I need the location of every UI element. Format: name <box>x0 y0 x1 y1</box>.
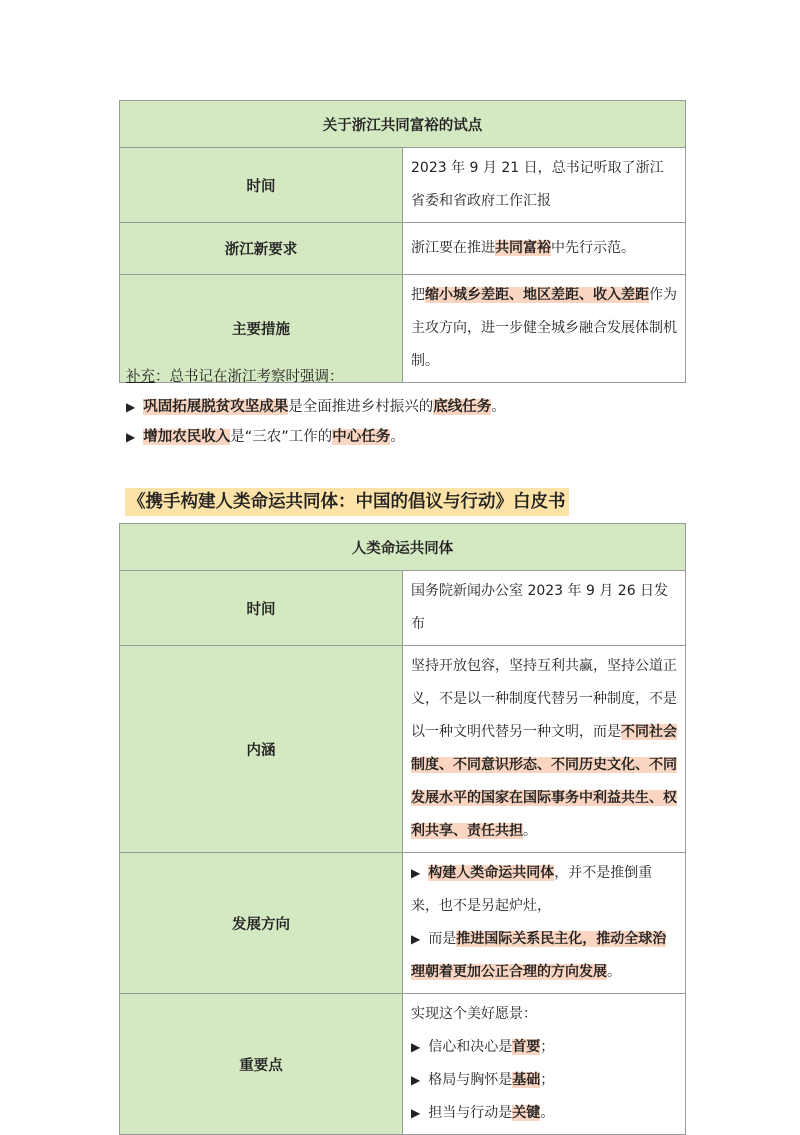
row-content-new-requirement <box>403 223 686 275</box>
text-segment: 。 <box>540 1105 555 1121</box>
supplement-item <box>126 422 506 452</box>
highlight-text: 增加农民收入 <box>143 429 231 445</box>
direction-item <box>411 857 677 923</box>
key-point-item <box>411 1064 677 1097</box>
key-point-item <box>411 1097 677 1130</box>
row-content-connotation <box>403 646 686 853</box>
key-points-intro: 实现这个美好愿景： <box>411 1006 537 1022</box>
text-segment: ； <box>540 1072 555 1088</box>
row-label-main-measures: 主要措施 <box>120 275 403 383</box>
highlight-text: 巩固拓展脱贫攻坚成果 <box>143 399 289 415</box>
text-segment: 作为主攻方向，进一步健全城乡融合发展体制机制。 <box>411 287 677 369</box>
pilot-table <box>119 100 686 383</box>
bullet-arrow-icon: ▶ <box>126 400 136 414</box>
text-segment: 。 <box>491 399 506 415</box>
row-label-key-points: 重要点 <box>120 994 403 1135</box>
text-segment: 信心和决心是 <box>428 1039 513 1055</box>
supplement-item <box>126 392 506 422</box>
text-segment: 而是 <box>428 931 457 947</box>
highlight-gap-reduction: 缩小城乡差距、地区差距、收入差距 <box>425 287 649 303</box>
text-segment: 。 <box>523 823 537 839</box>
text-segment: 。 <box>607 964 621 980</box>
highlight-text: 不同社会制度、不同意识形态、不同历史文化、不同发展水平的国家在国际事务中利益共生、权利共享、责任共担 <box>411 724 677 839</box>
bullet-arrow-icon: ▶ <box>411 1040 421 1054</box>
text-segment: ，并不是推倒重来，也不是另起炉灶， <box>411 865 653 914</box>
direction-item <box>411 923 677 989</box>
text-segment: ； <box>540 1039 555 1055</box>
supplement-block <box>126 362 506 452</box>
bullet-arrow-icon: ▶ <box>411 866 421 880</box>
row-content-time: 国务院新闻办公室 2023 年 9 月 26 日发布 <box>403 571 686 646</box>
row-content-key-points <box>403 994 686 1135</box>
text-segment: 中先行示范。 <box>551 240 635 256</box>
highlight-text: 构建人类命运共同体 <box>428 865 555 881</box>
supplement-text: ：总书记在浙江考察时强调： <box>155 369 344 385</box>
row-content-time: 2023 年 9 月 21 日，总书记听取了浙江省委和省政府工作汇报 <box>403 148 686 223</box>
highlight-text: 底线任务 <box>433 399 492 415</box>
text-segment: 是全面推进乡村振兴的 <box>288 399 434 415</box>
highlight-text: 关键 <box>512 1105 541 1121</box>
bullet-arrow-icon: ▶ <box>411 1073 421 1087</box>
community-table-title: 人类命运共同体 <box>120 524 686 571</box>
text-segment: 浙江要在推进 <box>411 240 495 256</box>
row-label-time: 时间 <box>120 148 403 223</box>
bullet-arrow-icon: ▶ <box>411 1106 421 1120</box>
text-segment: 把 <box>411 287 425 303</box>
text-segment: 担当与行动是 <box>428 1105 513 1121</box>
community-table <box>119 523 686 1135</box>
white-paper-title: 《携手构建人类命运共同体：中国的倡议与行动》白皮书 <box>125 488 569 516</box>
row-content-direction <box>403 853 686 994</box>
text-segment: 。 <box>390 429 405 445</box>
highlight-text: 首要 <box>512 1039 541 1055</box>
row-label-direction: 发展方向 <box>120 853 403 994</box>
supplement-label: 补充 <box>126 369 155 385</box>
row-label-time: 时间 <box>120 571 403 646</box>
row-label-connotation: 内涵 <box>120 646 403 853</box>
highlight-text: 推进国际关系民主化，推动全球治理朝着更加公正合理的方向发展 <box>411 931 667 980</box>
row-label-new-requirement: 浙江新要求 <box>120 223 403 275</box>
text-segment: 是“三农”工作的 <box>230 429 333 445</box>
highlight-text: 中心任务 <box>332 429 391 445</box>
bullet-arrow-icon: ▶ <box>411 932 421 946</box>
key-point-item <box>411 1031 677 1064</box>
text-segment: 坚持开放包容，坚持互利共赢，坚持公道正义，不是以一种制度代替另一种制度，不是以一种文明代替另一种文明，而是 <box>411 658 677 740</box>
highlight-text: 基础 <box>512 1072 541 1088</box>
highlight-common-prosperity: 共同富裕 <box>495 240 551 256</box>
pilot-table-title: 关于浙江共同富裕的试点 <box>120 101 686 148</box>
supplement-heading <box>126 362 506 392</box>
bullet-arrow-icon: ▶ <box>126 430 136 444</box>
text-segment: 格局与胸怀是 <box>428 1072 513 1088</box>
